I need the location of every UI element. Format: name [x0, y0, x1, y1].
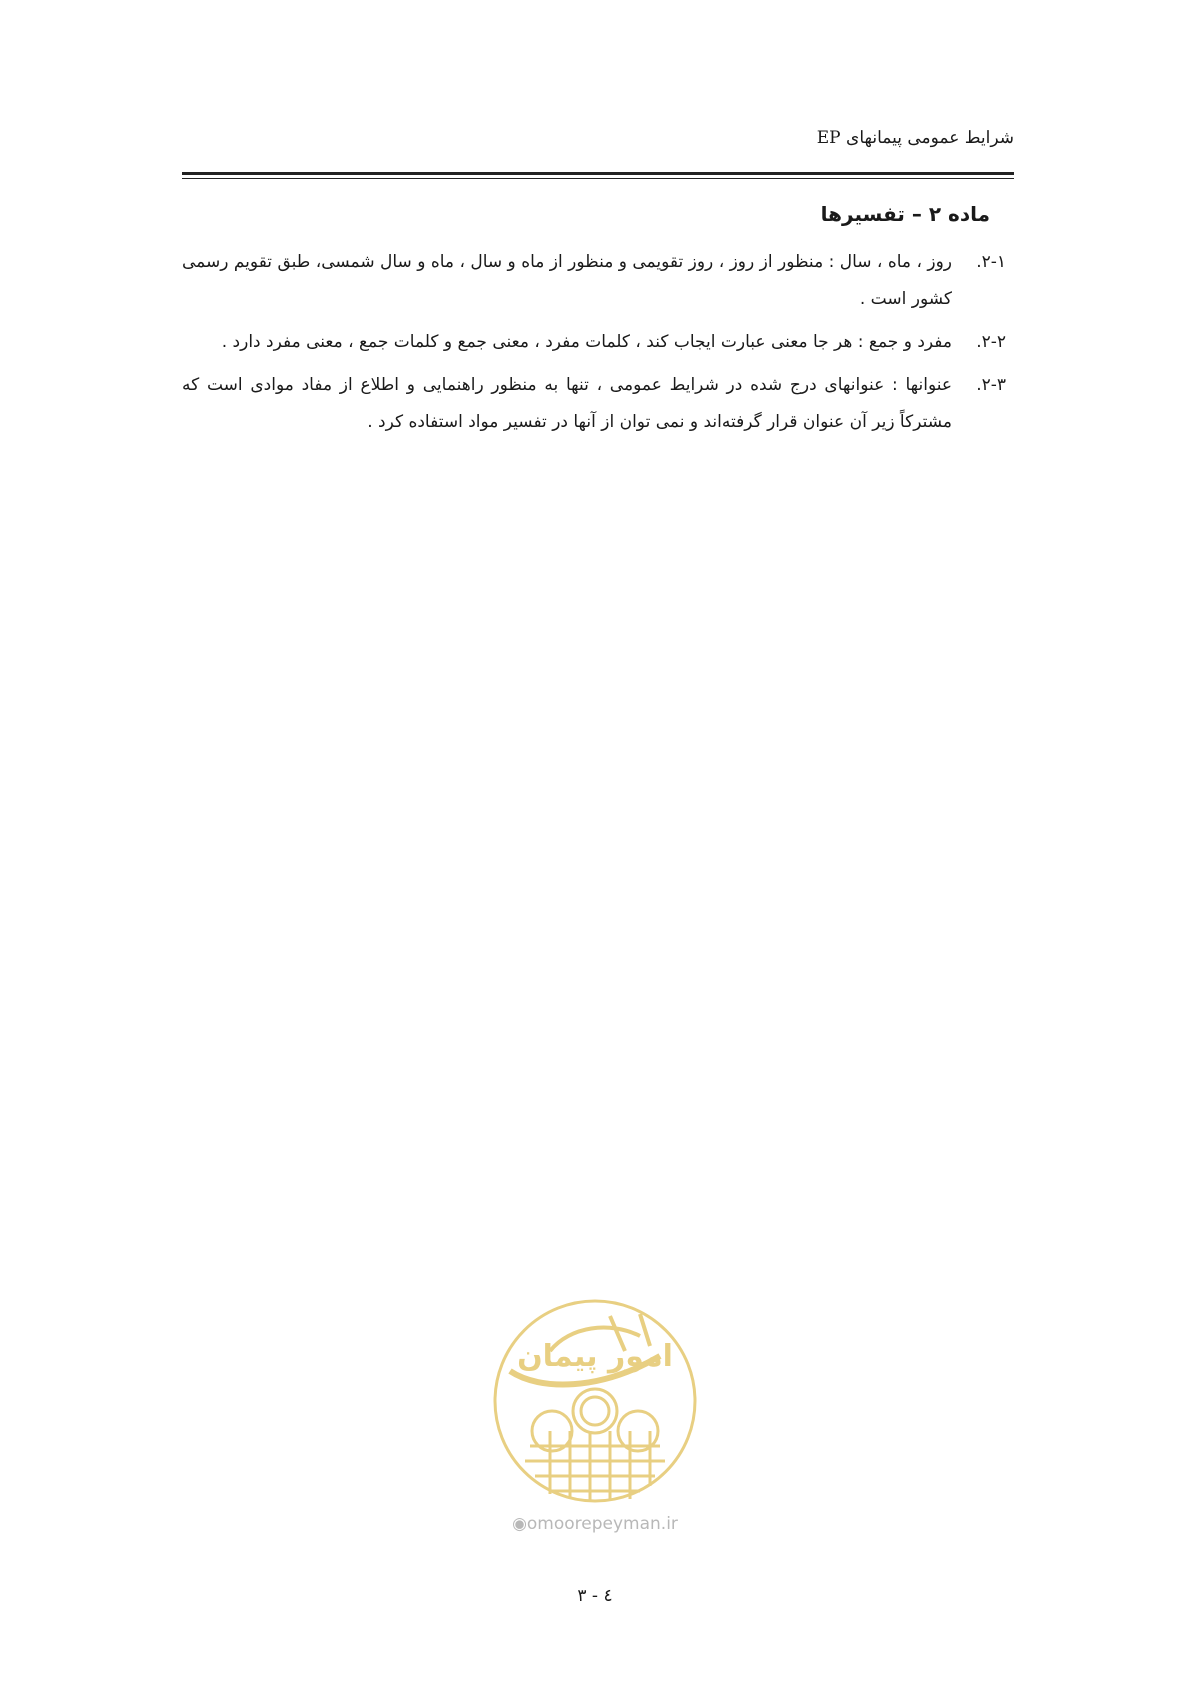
clause-text: مفرد و جمع : هر جا معنی عبارت ایجاب کند ، کلمات مفرد ، معنی جمع و کلمات جمع ، معنی مفرد دارد .: [221, 332, 952, 352]
clause-number: ۲-۱.: [976, 252, 1006, 272]
clause-text: عنوانها : عنوانهای درج شده در شرایط عمومی ، تنها به منظور راهنمایی و اطلاع از مفاد موادی است که مشترکاً زیر آن عنوان قرار گرفته‌اند و نمی توان از آنها در تفسیر مواد استفاده کرد .: [182, 375, 952, 432]
page-number: ۳ - ٤: [577, 1586, 613, 1606]
globe-icon: ◉: [512, 1514, 527, 1534]
section-heading: ماده ۲ – تفسیرها: [820, 202, 990, 226]
clause-number: ۲-۳.: [976, 375, 1006, 395]
clause-text: روز ، ماه ، سال : منظور از روز ، روز تقویمی و منظور از ماه و سال ، ماه و سال شمسی، طبق تقویم رسمی کشور است .: [182, 252, 952, 309]
watermark-logo: [490, 1296, 700, 1506]
clause-item: [182, 367, 1014, 441]
page-header: [182, 128, 1014, 148]
watermark-caption: [490, 1514, 700, 1534]
clause-item: [182, 244, 1014, 318]
watermark-url: omoorepeyman.ir: [526, 1514, 678, 1534]
watermark-logo-text: امور پیمان: [517, 1339, 673, 1374]
clause-list: [182, 244, 1014, 447]
clause-item: [182, 324, 1014, 361]
header-divider-thick: [182, 172, 1014, 175]
clause-number: ۲-۲.: [976, 332, 1006, 352]
header-divider-thin: [182, 178, 1014, 179]
document-title: شرایط عمومی پیمانهای EP: [816, 128, 1014, 148]
